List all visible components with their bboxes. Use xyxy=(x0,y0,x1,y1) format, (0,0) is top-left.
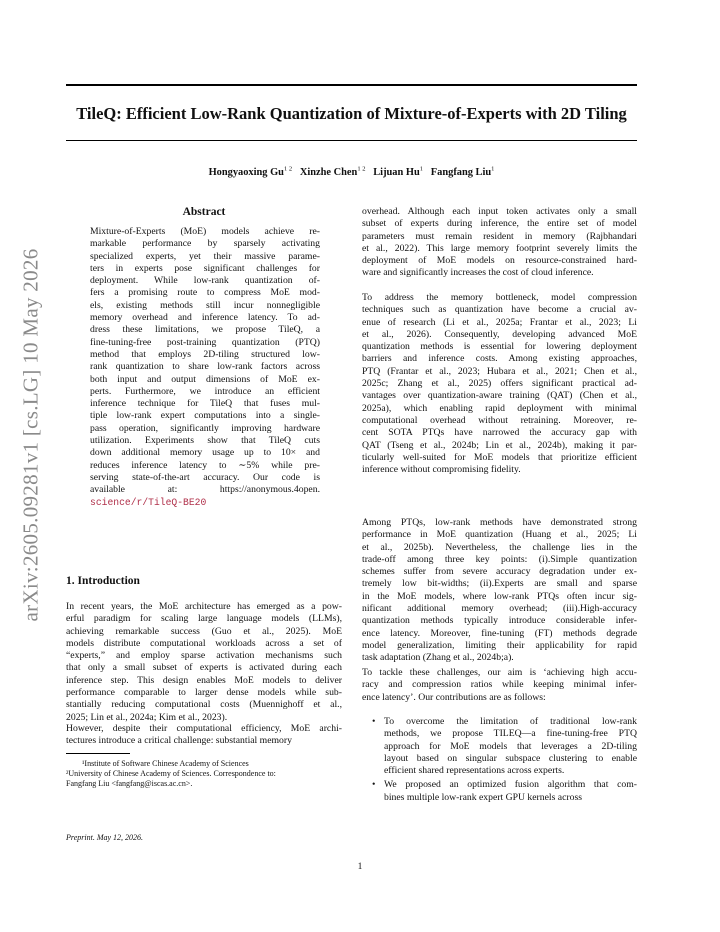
text-line: pass operation, significantly improving hardware xyxy=(90,422,320,434)
text-line: inference step. This design enables MoE models to deliver xyxy=(66,674,342,686)
section-heading-introduction: 1. Introduction xyxy=(66,575,140,587)
text-line: in the MoE models, where low-rank PTQs often incur sig- xyxy=(362,590,637,602)
text-line: deployment. While low-rank quantization of- xyxy=(90,275,320,287)
right-paragraph-1 xyxy=(362,206,637,280)
text-line: Among PTQs, low-rank methods have demonstrated strong xyxy=(362,517,637,528)
text-line: models distribute computational workloads across a set of xyxy=(66,637,342,649)
right-paragraph-3 xyxy=(362,517,637,665)
author: Xinzhe Chen$^{1 2}$ xyxy=(299,166,366,179)
text-line: ware and significantly increases the cost of cloud inference. xyxy=(362,267,594,279)
text-line: computational overhead without retraining. Moreover, re- xyxy=(362,414,637,426)
text-line: task adaptation (Zhang et al., 2024b;a). xyxy=(362,652,514,664)
author: Lijuan Hu$^1$ xyxy=(373,166,423,179)
text-line: cent SOTA PTQs have narrowed the accuracy gap with xyxy=(362,427,637,439)
text-line: achieving remarkable success (Guo et al., 2025). MoE xyxy=(66,625,342,637)
text-line: rank quantization to share low-rank factors across xyxy=(90,361,320,373)
text-line: approach for MoE models that leverages a 2D-tiling xyxy=(384,740,637,752)
bullet-icon: • xyxy=(372,716,376,727)
text-line: layout based on singular subspace clustering to enable xyxy=(384,752,637,764)
text-line: barriers and inference costs. Among existing approaches, xyxy=(362,353,637,365)
intro-paragraph-1 xyxy=(66,601,342,724)
text-line: et al., 2026). Consequently, developing advanced MoE xyxy=(362,328,637,340)
text-line: trade-off among three key points: (i).Simple quantization xyxy=(362,553,637,565)
top-rule xyxy=(66,84,637,86)
author: Hongyaoxing $Gu^{1 2}$ xyxy=(208,166,293,179)
text-line: vantages over quantization-aware training (QAT) (Chen et al., xyxy=(362,390,637,402)
text-line: methods, we propose TILEQ—a fine-tuning-free PTQ xyxy=(384,728,637,740)
text-line: performance in MoE quantization (Huang et al., 2025; Li xyxy=(362,529,637,541)
footnotes xyxy=(66,759,342,789)
footnote-rule xyxy=(66,753,130,754)
text-line: PTQ (Frantar et al., 2023; Hubara et al., 2021; Chen et al., xyxy=(362,365,637,377)
preprint-date: Preprint. May 12, 2026. xyxy=(66,833,144,842)
footnote-affiliation-1: ¹Institute of Software Chinese Academy of Sciences xyxy=(82,759,249,768)
contribution-list xyxy=(362,716,637,804)
abstract-body xyxy=(90,226,320,509)
text-line: utilization. Experiments show that TileQ cuts xyxy=(90,435,320,447)
author: Fangfang Liu$^1$ xyxy=(430,166,495,179)
text-line: racy and compression ratios while keeping minimal infer- xyxy=(362,679,637,691)
text-line: nificant additional memory overhead; (iii).High-accuracy xyxy=(362,603,637,615)
text-line: quantization methods typically introduce considerable infer- xyxy=(362,615,637,627)
text-line: ticularly well-suited for MoE models that prioritize efficient xyxy=(362,451,637,463)
text-line: science/r/TileQ-BE20 xyxy=(90,496,207,508)
text-line: markable performance by sparsely activating xyxy=(90,238,320,250)
text-line: 2025a), which enabling rapid deployment with minimal xyxy=(362,402,637,414)
text-line: ence latency. Moreover, fine-tuning (FT) methods degrade xyxy=(362,627,637,639)
text-line: ters in experts pose significant challenges for xyxy=(90,262,320,274)
text-line: model generalization, limiting their applicability for rapid xyxy=(362,639,637,651)
text-line: To overcome the limitation of traditional low-rank xyxy=(384,716,637,727)
text-line: method that employs 2D-tiling structured low- xyxy=(90,348,320,360)
text-line: specialized experts, yet their massive parame- xyxy=(90,250,320,262)
title-rule xyxy=(66,140,637,141)
text-line: parameters must remain resident in memory (Rajbhandari xyxy=(362,230,637,242)
text-line: serving state-of-the-art accuracy. Our code is xyxy=(90,471,320,483)
footnote-correspondence: Fangfang Liu <fangfang@iscas.ac.cn>. xyxy=(66,779,193,788)
text-line: overhead. Although each input token activates only a small xyxy=(362,206,637,217)
text-line: performance comparable to larger dense models while sub- xyxy=(66,687,342,699)
text-line: schemes suffer from severe accuracy degradation under ex- xyxy=(362,566,637,578)
text-line: stantially reducing computational costs (Muennighoff et al., xyxy=(66,699,342,711)
text-line: bines multiple low-rank expert GPU kernels across xyxy=(384,791,583,803)
text-line: down additional memory usage up to 10× and xyxy=(90,447,320,459)
text-line: els, existing methods still incur nonnegligible xyxy=(90,299,320,311)
text-line: We proposed an optimized fusion algorithm that com- xyxy=(384,779,637,791)
text-line: perts. Furthermore, we introduce an efficient xyxy=(90,385,320,397)
text-line: However, despite their computational efficiency, MoE archi- xyxy=(66,723,342,734)
text-line: QAT (Tseng et al., 2024b; Lin et al., 2024b), making it par- xyxy=(362,439,637,451)
text-line: available at: https://anonymous.4open. xyxy=(90,484,320,496)
text-line: et al., 2025b). Nevertheless, the challenge lies in the xyxy=(362,541,637,553)
text-line: 2025; Lin et al., 2024a; Kim et al., 2023). xyxy=(66,711,228,723)
text-line: dress these limitations, we propose TileQ, a xyxy=(90,324,320,336)
text-line: inference technique for TileQ that fuses mul- xyxy=(90,398,320,410)
intro-paragraph-2 xyxy=(66,723,342,748)
text-line: techniques such as quantization have become a crucial av- xyxy=(362,304,637,316)
text-line: efficient shared representations across experts. xyxy=(384,765,565,777)
right-paragraph-4 xyxy=(362,667,637,704)
text-line: quantization methods is essential for lowering deployment xyxy=(362,341,637,353)
text-line: deployment of MoE models on resource-constrained hard- xyxy=(362,255,637,267)
paper-title: TileQ: Efficient Low-Rank Quantization of Mixture-of-Experts with 2D Tiling xyxy=(76,104,627,123)
arxiv-identifier: arXiv:2605.09281v1 [cs.LG] 10 May 2026 xyxy=(18,248,43,622)
text-line: Mixture-of-Experts (MoE) models achieve re- xyxy=(90,226,320,237)
text-line: fers a promising route to compress MoE mod- xyxy=(90,287,320,299)
text-line: erful paradigm for scaling large language models (LLMs), xyxy=(66,613,342,625)
abstract-heading: Abstract xyxy=(182,206,226,218)
text-line: tiple low-rank expert computations into a single- xyxy=(90,410,320,422)
list-item xyxy=(362,716,637,777)
right-paragraph-2 xyxy=(362,292,637,476)
text-line: In recent years, the MoE architecture has emerged as a pow- xyxy=(66,601,342,612)
text-line: fine-tuning-free post-training quantization (PTQ) xyxy=(90,336,320,348)
text-line: To tackle these challenges, our aim is ‘achieving high accu- xyxy=(362,667,637,678)
text-line: “experts,” and employ sparse activation mechanisms such xyxy=(66,650,342,662)
page-number: 1 xyxy=(357,862,363,872)
text-line: that only a small subset of experts is activated during each xyxy=(66,662,342,674)
text-line: tectures introduce a critical challenge: substantial memory xyxy=(66,735,292,747)
text-line: To address the memory bottleneck, model compression xyxy=(362,292,637,303)
text-line: enue of research (Li et al., 2025a; Frantar et al., 2023; Li xyxy=(362,316,637,328)
list-item xyxy=(362,779,637,804)
footnote-affiliation-2: ²University of Chinese Academy of Sciences. Correspondence to: xyxy=(66,769,276,778)
text-line: ence latency’. Our contributions are as follows: xyxy=(362,691,546,703)
text-line: both input and output dimensions of MoE ex- xyxy=(90,373,320,385)
text-line: reduces inference latency to ∼5% while pre- xyxy=(90,459,320,471)
text-line: memory overhead and inference latency. To ad- xyxy=(90,312,320,324)
text-line: tremely low bit-widths; (ii).Experts are small and sparse xyxy=(362,578,637,590)
bullet-icon: • xyxy=(372,779,376,791)
text-line: subset of experts during inference, the entire set of model xyxy=(362,218,637,230)
author-list xyxy=(66,166,637,178)
text-line: 2025c; Zhang et al., 2025) offers significant practical ad- xyxy=(362,378,637,390)
text-line: inference without compromising fidelity. xyxy=(362,464,521,476)
text-line: et al., 2022). This large memory footprint severely limits the xyxy=(362,242,637,254)
